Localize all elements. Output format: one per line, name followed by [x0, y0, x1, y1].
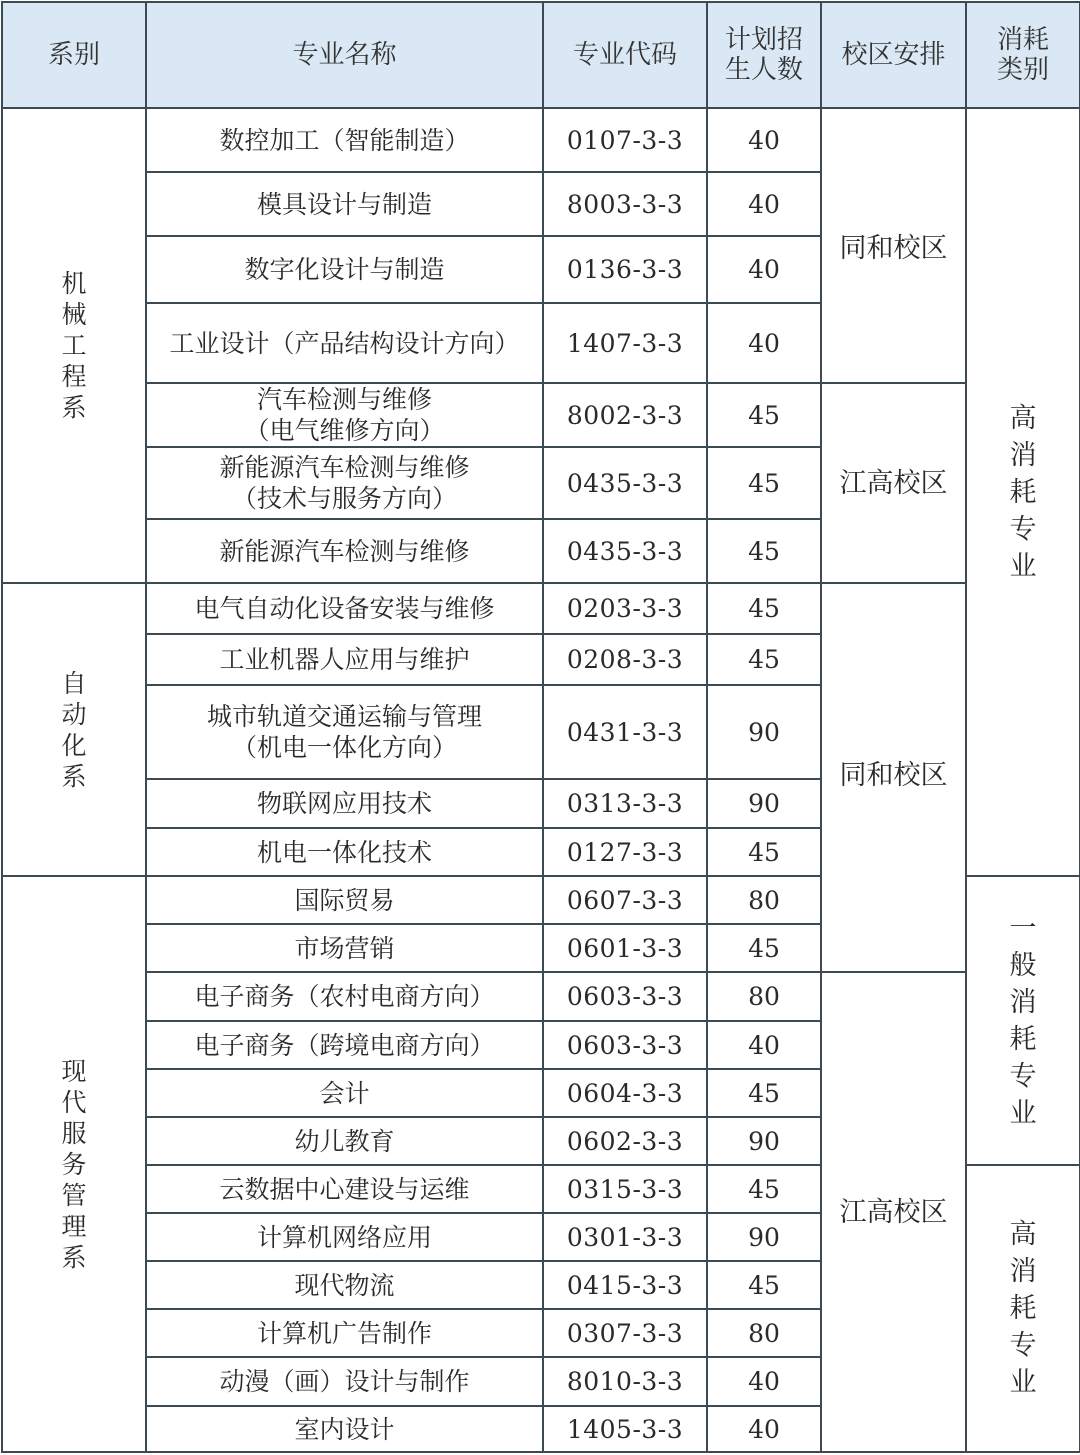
- major-cell: 数字化设计与制造: [146, 236, 543, 303]
- vertical-char: 系: [61, 761, 87, 791]
- major-cell: 城市轨道交通运输与管理 （机电一体化方向）: [146, 685, 543, 779]
- major-cell: 模具设计与制造: [146, 172, 543, 236]
- campus-label: 同和校区: [839, 760, 948, 791]
- code-cell: 0136-3-3: [543, 236, 707, 303]
- code-cell: 0435-3-3: [543, 447, 707, 519]
- count-cell: 40: [707, 1357, 821, 1406]
- code-cell: 0603-3-3: [543, 1021, 707, 1069]
- vertical-char: 般: [1009, 949, 1037, 981]
- count-cell: 45: [707, 1165, 821, 1213]
- vertical-char: 理: [61, 1211, 87, 1241]
- header-type-text: 消耗类别: [996, 25, 1049, 85]
- vertical-char: 自: [61, 668, 87, 698]
- code-cell: 0603-3-3: [543, 972, 707, 1021]
- count-cell: 45: [707, 519, 821, 583]
- code-cell: 0301-3-3: [543, 1213, 707, 1261]
- campus-label: 同和校区: [839, 233, 948, 264]
- code-cell: 0313-3-3: [543, 779, 707, 828]
- campus-cell: [821, 383, 966, 583]
- category-label: [967, 1216, 1079, 1401]
- count-cell: 90: [707, 1213, 821, 1261]
- major-cell: 新能源汽车检测与维修: [146, 519, 543, 583]
- dept-label: [3, 668, 145, 792]
- table-row: [2, 108, 1080, 172]
- vertical-char: 专: [1009, 1060, 1037, 1092]
- campus-label: 江高校区: [839, 467, 948, 499]
- vertical-char: 机: [61, 269, 87, 298]
- dept-cell-mechanical: [2, 108, 146, 583]
- count-cell: 80: [707, 876, 821, 924]
- code-cell: 0107-3-3: [543, 108, 707, 172]
- count-cell: 80: [707, 972, 821, 1021]
- vertical-char: 消: [1009, 986, 1037, 1018]
- major-cell: 市场营销: [146, 924, 543, 972]
- table-row: [2, 583, 1080, 634]
- count-cell: 45: [707, 383, 821, 447]
- code-cell: 0604-3-3: [543, 1069, 707, 1117]
- major-cell: 计算机网络应用: [146, 1213, 543, 1261]
- code-cell: 0315-3-3: [543, 1165, 707, 1213]
- major-cell: 工业机器人应用与维护: [146, 634, 543, 685]
- count-cell: 45: [707, 924, 821, 972]
- major-cell: 汽车检测与维修 （电气维修方向）: [146, 383, 543, 447]
- major-cell: 国际贸易: [146, 876, 543, 924]
- count-cell: 90: [707, 685, 821, 779]
- major-cell: 机电一体化技术: [146, 828, 543, 876]
- header-plan: [707, 2, 821, 108]
- vertical-char: 械: [61, 300, 87, 329]
- code-cell: 0607-3-3: [543, 876, 707, 924]
- major-cell: 电子商务（跨境电商方向）: [146, 1021, 543, 1069]
- vertical-char: 化: [61, 730, 87, 760]
- major-cell: 计算机广告制作: [146, 1309, 543, 1357]
- dept-label: [3, 268, 145, 423]
- vertical-char: 高: [1009, 402, 1037, 434]
- code-cell: 0601-3-3: [543, 924, 707, 972]
- major-cell: 工业设计（产品结构设计方向）: [146, 303, 543, 383]
- vertical-char: 业: [1009, 1097, 1037, 1129]
- code-cell: 1407-3-3: [543, 303, 707, 383]
- vertical-char: 耗: [1009, 1023, 1037, 1055]
- vertical-char: 一: [1009, 912, 1037, 944]
- code-cell: 0208-3-3: [543, 634, 707, 685]
- campus-cell: [821, 583, 966, 972]
- vertical-char: 系: [61, 1242, 87, 1272]
- count-cell: 40: [707, 108, 821, 172]
- header-plan-text: 计划招生人数: [724, 25, 803, 85]
- count-cell: 90: [707, 1117, 821, 1165]
- vertical-char: 业: [1009, 1367, 1037, 1398]
- major-cell: 电气自动化设备安装与维修: [146, 583, 543, 634]
- count-cell: 40: [707, 303, 821, 383]
- code-cell: 0307-3-3: [543, 1309, 707, 1357]
- vertical-char: 耗: [1009, 1293, 1037, 1324]
- vertical-char: 业: [1009, 550, 1037, 582]
- category-label: [967, 400, 1079, 585]
- category-label: [967, 910, 1079, 1132]
- count-cell: 45: [707, 447, 821, 519]
- vertical-char: 代: [61, 1087, 87, 1117]
- vertical-char: 专: [1009, 513, 1037, 545]
- count-cell: 40: [707, 172, 821, 236]
- major-cell: 室内设计: [146, 1406, 543, 1452]
- major-cell: 现代物流: [146, 1261, 543, 1309]
- header-code: 专业代码: [543, 2, 707, 108]
- count-cell: 90: [707, 779, 821, 828]
- count-cell: 45: [707, 1069, 821, 1117]
- vertical-char: 耗: [1009, 476, 1037, 508]
- header-dept: 系别: [2, 2, 146, 108]
- campus-cell: [821, 972, 966, 1452]
- vertical-char: 消: [1009, 1256, 1037, 1287]
- vertical-char: 高: [1009, 1219, 1037, 1250]
- count-cell: 40: [707, 236, 821, 303]
- vertical-char: 系: [61, 393, 87, 422]
- vertical-char: 程: [61, 362, 87, 391]
- vertical-char: 工: [61, 331, 87, 360]
- code-cell: 0127-3-3: [543, 828, 707, 876]
- count-cell: 45: [707, 828, 821, 876]
- header-campus: 校区安排: [821, 2, 966, 108]
- count-cell: 40: [707, 1021, 821, 1069]
- vertical-char: 专: [1009, 1330, 1037, 1361]
- vertical-char: 消: [1009, 439, 1037, 471]
- code-cell: 0203-3-3: [543, 583, 707, 634]
- enrollment-table: [1, 1, 1080, 1453]
- count-cell: 40: [707, 1406, 821, 1452]
- major-cell: 动漫（画）设计与制作: [146, 1357, 543, 1406]
- category-cell-high-1: [966, 108, 1080, 876]
- vertical-char: 动: [61, 699, 87, 729]
- code-cell: 0431-3-3: [543, 685, 707, 779]
- header-major: 专业名称: [146, 2, 543, 108]
- major-cell: 新能源汽车检测与维修 （技术与服务方向）: [146, 447, 543, 519]
- vertical-char: 管: [61, 1180, 87, 1210]
- major-cell: 电子商务（农村电商方向）: [146, 972, 543, 1021]
- vertical-char: 服: [61, 1118, 87, 1148]
- count-cell: 45: [707, 634, 821, 685]
- count-cell: 45: [707, 583, 821, 634]
- code-cell: 0602-3-3: [543, 1117, 707, 1165]
- category-cell-high-2: [966, 1165, 1080, 1452]
- count-cell: 45: [707, 1261, 821, 1309]
- major-cell: 幼儿教育: [146, 1117, 543, 1165]
- table-row: [2, 972, 1080, 1021]
- code-cell: 8010-3-3: [543, 1357, 707, 1406]
- vertical-char: 务: [61, 1149, 87, 1179]
- major-cell: 数控加工（智能制造）: [146, 108, 543, 172]
- campus-label: 江高校区: [839, 1197, 948, 1228]
- code-cell: 8002-3-3: [543, 383, 707, 447]
- campus-cell: [821, 108, 966, 383]
- header-type: [966, 2, 1080, 108]
- count-cell: 80: [707, 1309, 821, 1357]
- category-cell-general: [966, 876, 1080, 1165]
- code-cell: 1405-3-3: [543, 1406, 707, 1452]
- major-cell: 会计: [146, 1069, 543, 1117]
- header-row: [2, 2, 1080, 108]
- code-cell: 0435-3-3: [543, 519, 707, 583]
- code-cell: 8003-3-3: [543, 172, 707, 236]
- dept-cell-modern-service: [2, 876, 146, 1452]
- vertical-char: 现: [61, 1056, 87, 1086]
- dept-label: [3, 1056, 145, 1273]
- major-cell: 云数据中心建设与运维: [146, 1165, 543, 1213]
- code-cell: 0415-3-3: [543, 1261, 707, 1309]
- table-row: [2, 383, 1080, 447]
- dept-cell-automation: [2, 583, 146, 876]
- major-cell: 物联网应用技术: [146, 779, 543, 828]
